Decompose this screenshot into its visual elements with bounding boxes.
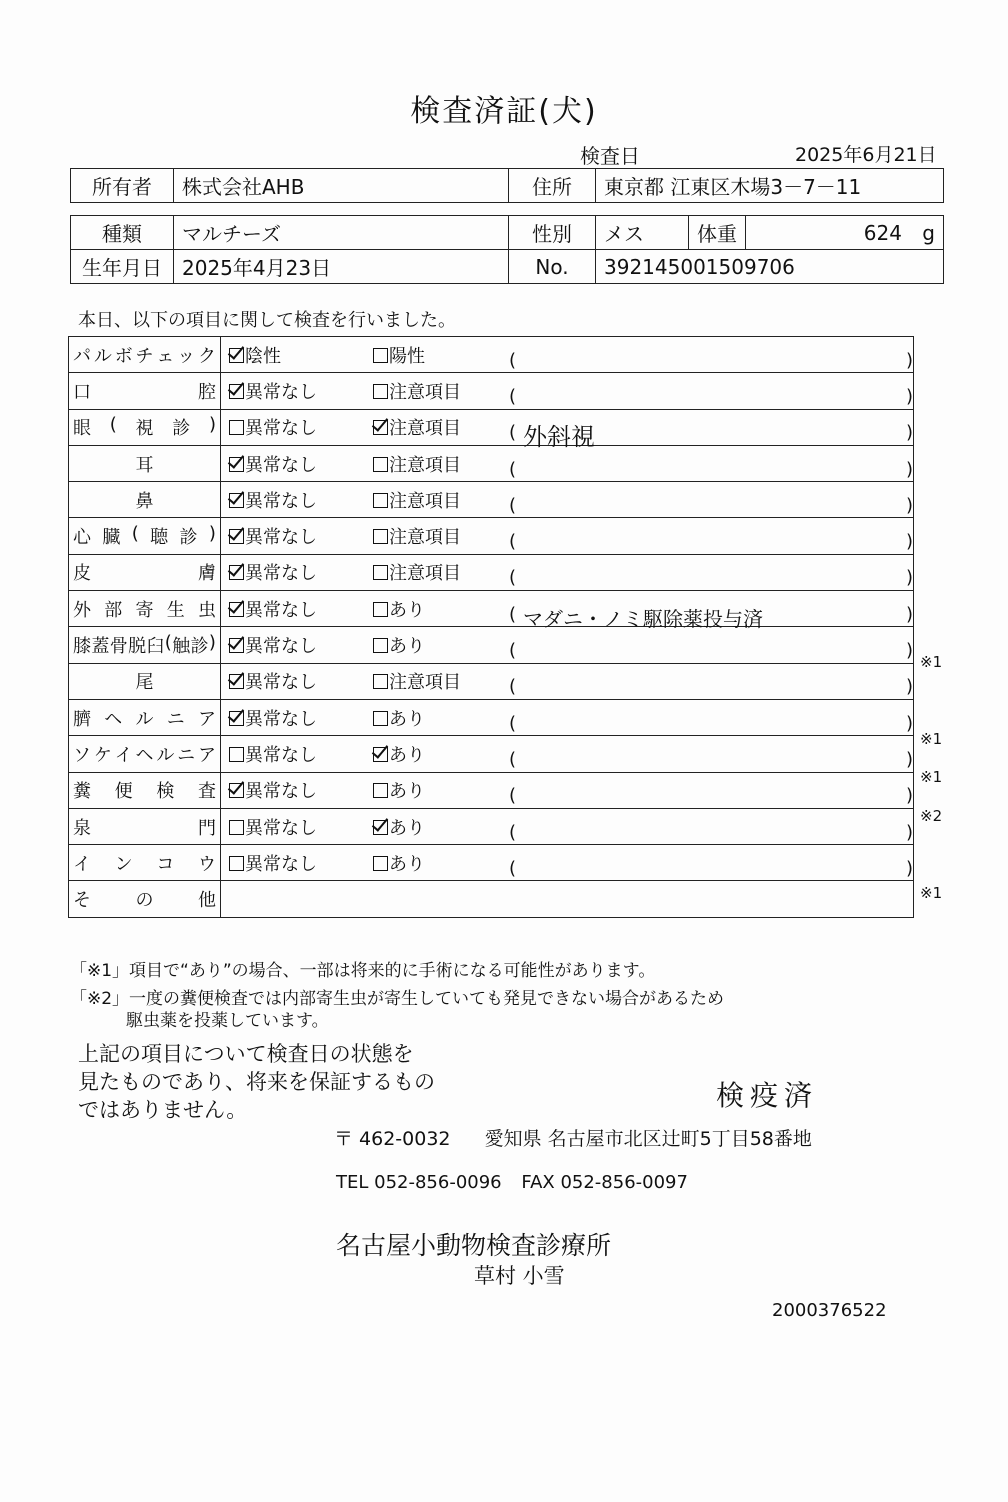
- option-1: [221, 668, 365, 694]
- exam-label: [69, 554, 221, 590]
- option-1-label: 異常なし: [245, 527, 317, 549]
- exam-label-text: ソ ケ イ ヘ ル ニ ア: [73, 744, 216, 766]
- option-2: [365, 705, 509, 731]
- option-2: [365, 414, 509, 440]
- exam-label-text: 臍 ヘ ル ニ ア: [73, 708, 216, 730]
- option-2-label: あり: [389, 744, 425, 766]
- option-2-label: 注意項目: [389, 672, 461, 694]
- statement-line-3: ではありません。: [78, 1098, 248, 1122]
- exam-row: [69, 772, 914, 808]
- exam-row: [69, 445, 914, 481]
- exam-label-text: 耳: [135, 454, 154, 476]
- checkbox-finding[interactable]: [373, 711, 388, 726]
- option-2: [365, 487, 509, 513]
- exam-label: [69, 736, 221, 772]
- option-2-label: あり: [389, 781, 425, 803]
- clinic-address: 愛知県 名古屋市北区辻町5丁目58番地: [484, 1128, 812, 1150]
- birth-value: 2025年4月23日: [174, 250, 509, 284]
- option-1-label: 異常なし: [245, 599, 317, 621]
- checkbox-normal[interactable]: [229, 602, 244, 617]
- exam-label: [69, 699, 221, 735]
- option-2-label: あり: [389, 817, 425, 839]
- option-2: [365, 596, 509, 622]
- option-1: [221, 741, 365, 767]
- exam-options: 異常なし あり ( マダニ・ノミ駆除薬投与済 ): [221, 591, 914, 627]
- exam-label-text: 尾: [135, 672, 154, 694]
- option-1: [221, 850, 365, 876]
- footnote-1: 「※1」項目で“あり”の場合、一部は将来的に手術になる可能性があります。: [70, 961, 656, 981]
- checkbox-normal[interactable]: [229, 820, 244, 835]
- option-1-label: 異常なし: [245, 490, 317, 512]
- option-1: [221, 414, 365, 440]
- checkbox-finding[interactable]: [373, 856, 388, 871]
- option-1: [221, 705, 365, 731]
- exam-row: [69, 518, 914, 554]
- exam-options: 異常なし あり ( ): [221, 845, 914, 881]
- exam-options: 陰性 陽性 ( ): [221, 337, 914, 373]
- exam-label: [69, 518, 221, 554]
- option-2: [365, 741, 509, 767]
- exam-label-text: パ ル ボ チ ェ ッ ク: [73, 345, 216, 367]
- checkbox-normal[interactable]: [229, 674, 244, 689]
- checkbox-finding[interactable]: [373, 493, 388, 508]
- exam-row: [69, 663, 914, 699]
- footnote-mark: ※1: [920, 883, 943, 902]
- sex-label: 性別: [509, 216, 596, 250]
- postal-code: 〒 462-0032: [334, 1128, 451, 1150]
- exam-options: 異常なし 注意項目 ( ): [221, 445, 914, 481]
- weight-unit: g: [922, 220, 935, 245]
- exam-label-text: 泉 門: [73, 817, 216, 839]
- option-2-label: あり: [389, 599, 425, 621]
- checkbox-normal[interactable]: [229, 348, 244, 363]
- exam-row: [69, 627, 914, 663]
- checkbox-normal[interactable]: [229, 711, 244, 726]
- exam-row: [69, 699, 914, 735]
- exam-row: [69, 591, 914, 627]
- exam-options: 異常なし あり ( ): [221, 736, 914, 772]
- exam-label: [69, 409, 221, 445]
- exam-label-text: 心 臓 ( 聴 診 ): [73, 523, 216, 549]
- exam-label-text: 口 腔: [73, 381, 216, 403]
- option-1-label: 異常なし: [245, 781, 317, 803]
- option-2: [365, 850, 509, 876]
- statement-line-1: 上記の項目について検査日の状態を: [78, 1042, 414, 1066]
- exam-row: [69, 482, 914, 518]
- checkbox-normal[interactable]: [229, 493, 244, 508]
- address-label: 住所: [509, 169, 596, 203]
- clinic-address-line: [334, 1124, 812, 1151]
- checkbox-normal[interactable]: [229, 856, 244, 871]
- option-2-label: 注意項目: [389, 490, 461, 512]
- option-2: [365, 451, 509, 477]
- exam-label: [69, 808, 221, 844]
- sex-value: メス: [596, 216, 689, 250]
- option-1-label: 異常なし: [245, 381, 317, 403]
- checkbox-finding[interactable]: [373, 348, 388, 363]
- option-2-label: 注意項目: [389, 563, 461, 585]
- weight-value: 624: [863, 220, 902, 245]
- option-2-label: 注意項目: [389, 381, 461, 403]
- checkbox-normal[interactable]: [229, 420, 244, 435]
- checkbox-finding[interactable]: [373, 420, 388, 435]
- exam-row: [69, 736, 914, 772]
- owner-value: 株式会社AHB: [174, 169, 509, 203]
- weight-cell: [746, 216, 944, 250]
- option-1: [221, 777, 365, 803]
- option-2: [365, 559, 509, 585]
- exam-label: [69, 591, 221, 627]
- exam-label: [69, 663, 221, 699]
- other-label: そ の 他: [73, 890, 216, 912]
- exam-options: 異常なし 注意項目 ( ): [221, 482, 914, 518]
- option-1: [221, 814, 365, 840]
- exam-row: [69, 337, 914, 373]
- checkbox-finding[interactable]: [373, 638, 388, 653]
- exam-row: [69, 373, 914, 409]
- exam-label-text: 糞 便 検 査: [73, 781, 216, 803]
- footnote-mark: ※1: [920, 768, 943, 787]
- exam-options: 異常なし 注意項目 ( ): [221, 373, 914, 409]
- exam-options: 異常なし あり ( ): [221, 699, 914, 735]
- checkbox-finding[interactable]: [373, 602, 388, 617]
- vet-name: 草村 小雪: [474, 1264, 565, 1288]
- exam-label: [69, 445, 221, 481]
- option-1: [221, 487, 365, 513]
- option-1: [221, 523, 365, 549]
- checkbox-finding[interactable]: [373, 529, 388, 544]
- checkbox-finding[interactable]: [373, 384, 388, 399]
- exam-label: [69, 881, 221, 917]
- exam-label: [69, 845, 221, 881]
- exam-options: 異常なし 注意項目 ( 外斜視 ): [221, 409, 914, 445]
- checkbox-normal[interactable]: [229, 529, 244, 544]
- footnote-mark: ※2: [920, 806, 943, 825]
- page-title: 検査済証(犬): [410, 94, 598, 129]
- option-2: [365, 523, 509, 549]
- exam-label-text: 外 部 寄 生 虫: [73, 599, 216, 621]
- checkbox-finding[interactable]: [373, 674, 388, 689]
- option-2-label: あり: [389, 708, 425, 730]
- option-2: [365, 378, 509, 404]
- exam-row: [69, 554, 914, 590]
- contact-line: [336, 1172, 688, 1193]
- option-2: [365, 342, 509, 368]
- option-1-label: 異常なし: [245, 563, 317, 585]
- other-value[interactable]: [221, 881, 914, 917]
- option-2-label: あり: [389, 636, 425, 658]
- breed-label: 種類: [71, 216, 174, 250]
- option-1-label: 異常なし: [245, 454, 317, 476]
- checkbox-normal[interactable]: [229, 457, 244, 472]
- statement: [78, 1040, 435, 1124]
- tel: TEL 052-856-0096: [336, 1172, 502, 1193]
- exam-label-text: 皮 膚: [73, 563, 216, 585]
- fax: FAX 052-856-0097: [521, 1172, 688, 1193]
- pet-table: [70, 215, 944, 284]
- remark-text: マダニ・ノミ駆除薬投与済: [523, 606, 763, 631]
- exam-options: 異常なし あり ( ): [221, 627, 914, 663]
- exam-label-text: 眼 ( 視 診 ): [73, 414, 216, 440]
- exam-options: 異常なし あり ( ): [221, 808, 914, 844]
- option-1-label: 異常なし: [245, 636, 317, 658]
- option-1-label: 異常なし: [245, 853, 317, 875]
- exam-options: 異常なし あり ( ): [221, 772, 914, 808]
- checkbox-normal[interactable]: [229, 747, 244, 762]
- exam-row: [69, 409, 914, 445]
- option-1-label: 異常なし: [245, 418, 317, 440]
- exam-label: [69, 482, 221, 518]
- option-2: [365, 632, 509, 658]
- exam-row: [69, 808, 914, 844]
- option-1: [221, 596, 365, 622]
- birth-label: 生年月日: [71, 250, 174, 284]
- exam-options: 異常なし 注意項目 ( ): [221, 518, 914, 554]
- checkbox-finding[interactable]: [373, 747, 388, 762]
- owner-table: [70, 168, 944, 203]
- weight-label: 体重: [689, 216, 746, 250]
- option-1-label: 異常なし: [245, 744, 317, 766]
- checkbox-finding[interactable]: [373, 820, 388, 835]
- intro-text: 本日、以下の項目に関して検査を行いました。: [78, 310, 456, 331]
- option-2-label: 陽性: [389, 345, 425, 367]
- exam-label: [69, 337, 221, 373]
- exam-label: [69, 373, 221, 409]
- option-2-label: あり: [389, 853, 425, 875]
- option-2-label: 注意項目: [389, 527, 461, 549]
- remark-text: 外斜視: [523, 423, 595, 452]
- exam-label-text: イ ン コ ウ: [73, 853, 216, 875]
- exam-label: [69, 772, 221, 808]
- option-1: [221, 451, 365, 477]
- exam-options: 異常なし 注意項目 ( ): [221, 554, 914, 590]
- option-1: [221, 378, 365, 404]
- option-2: [365, 814, 509, 840]
- checkbox-finding[interactable]: [373, 783, 388, 798]
- exam-row: [69, 845, 914, 881]
- exam-row-other: [69, 881, 914, 917]
- clinic-name: 名古屋小動物検査診療所: [336, 1231, 612, 1260]
- no-value: 392145001509706: [596, 250, 944, 284]
- serial-number: 2000376522: [772, 1300, 887, 1321]
- breed-value: マルチーズ: [174, 216, 509, 250]
- footnote-mark: ※1: [920, 730, 943, 748]
- exam-label-text: 鼻: [135, 490, 154, 512]
- exam-options: 異常なし 注意項目 ( ): [221, 663, 914, 699]
- quarantine-seal: 検疫済: [716, 1079, 819, 1112]
- checkbox-normal[interactable]: [229, 783, 244, 798]
- address-value: 東京都 江東区木場3－7－11: [596, 169, 944, 203]
- checkbox-normal[interactable]: [229, 565, 244, 580]
- option-1: [221, 559, 365, 585]
- checkbox-normal[interactable]: [229, 638, 244, 653]
- exam-label-text: 膝 蓋 骨 脱 臼 ( 触 診 ): [73, 632, 216, 658]
- footnote-mark: ※1: [920, 653, 943, 672]
- checkbox-finding[interactable]: [373, 565, 388, 580]
- checkbox-finding[interactable]: [373, 457, 388, 472]
- option-2: [365, 668, 509, 694]
- owner-label: 所有者: [71, 169, 174, 203]
- option-1: [221, 342, 365, 368]
- option-1: [221, 632, 365, 658]
- exam-table: [68, 336, 914, 918]
- option-2: [365, 777, 509, 803]
- statement-line-2: 見たものであり、将来を保証するもの: [78, 1070, 435, 1094]
- footnote-2-cont: 駆虫薬を投薬しています。: [126, 1011, 329, 1031]
- option-1-label: 異常なし: [245, 708, 317, 730]
- no-label: No.: [509, 250, 596, 284]
- option-2-label: 注意項目: [389, 418, 461, 440]
- exam-date: 2025年6月21日: [795, 144, 937, 166]
- option-1-label: 異常なし: [245, 817, 317, 839]
- option-2-label: 注意項目: [389, 454, 461, 476]
- option-1-label: 陰性: [245, 345, 281, 367]
- footnote-2: 「※2」一度の糞便検査では内部寄生虫が寄生していても発見できない場合があるため: [70, 989, 725, 1009]
- checkbox-normal[interactable]: [229, 384, 244, 399]
- exam-label: [69, 627, 221, 663]
- exam-date-label: 検査日: [580, 144, 640, 168]
- option-1-label: 異常なし: [245, 672, 317, 694]
